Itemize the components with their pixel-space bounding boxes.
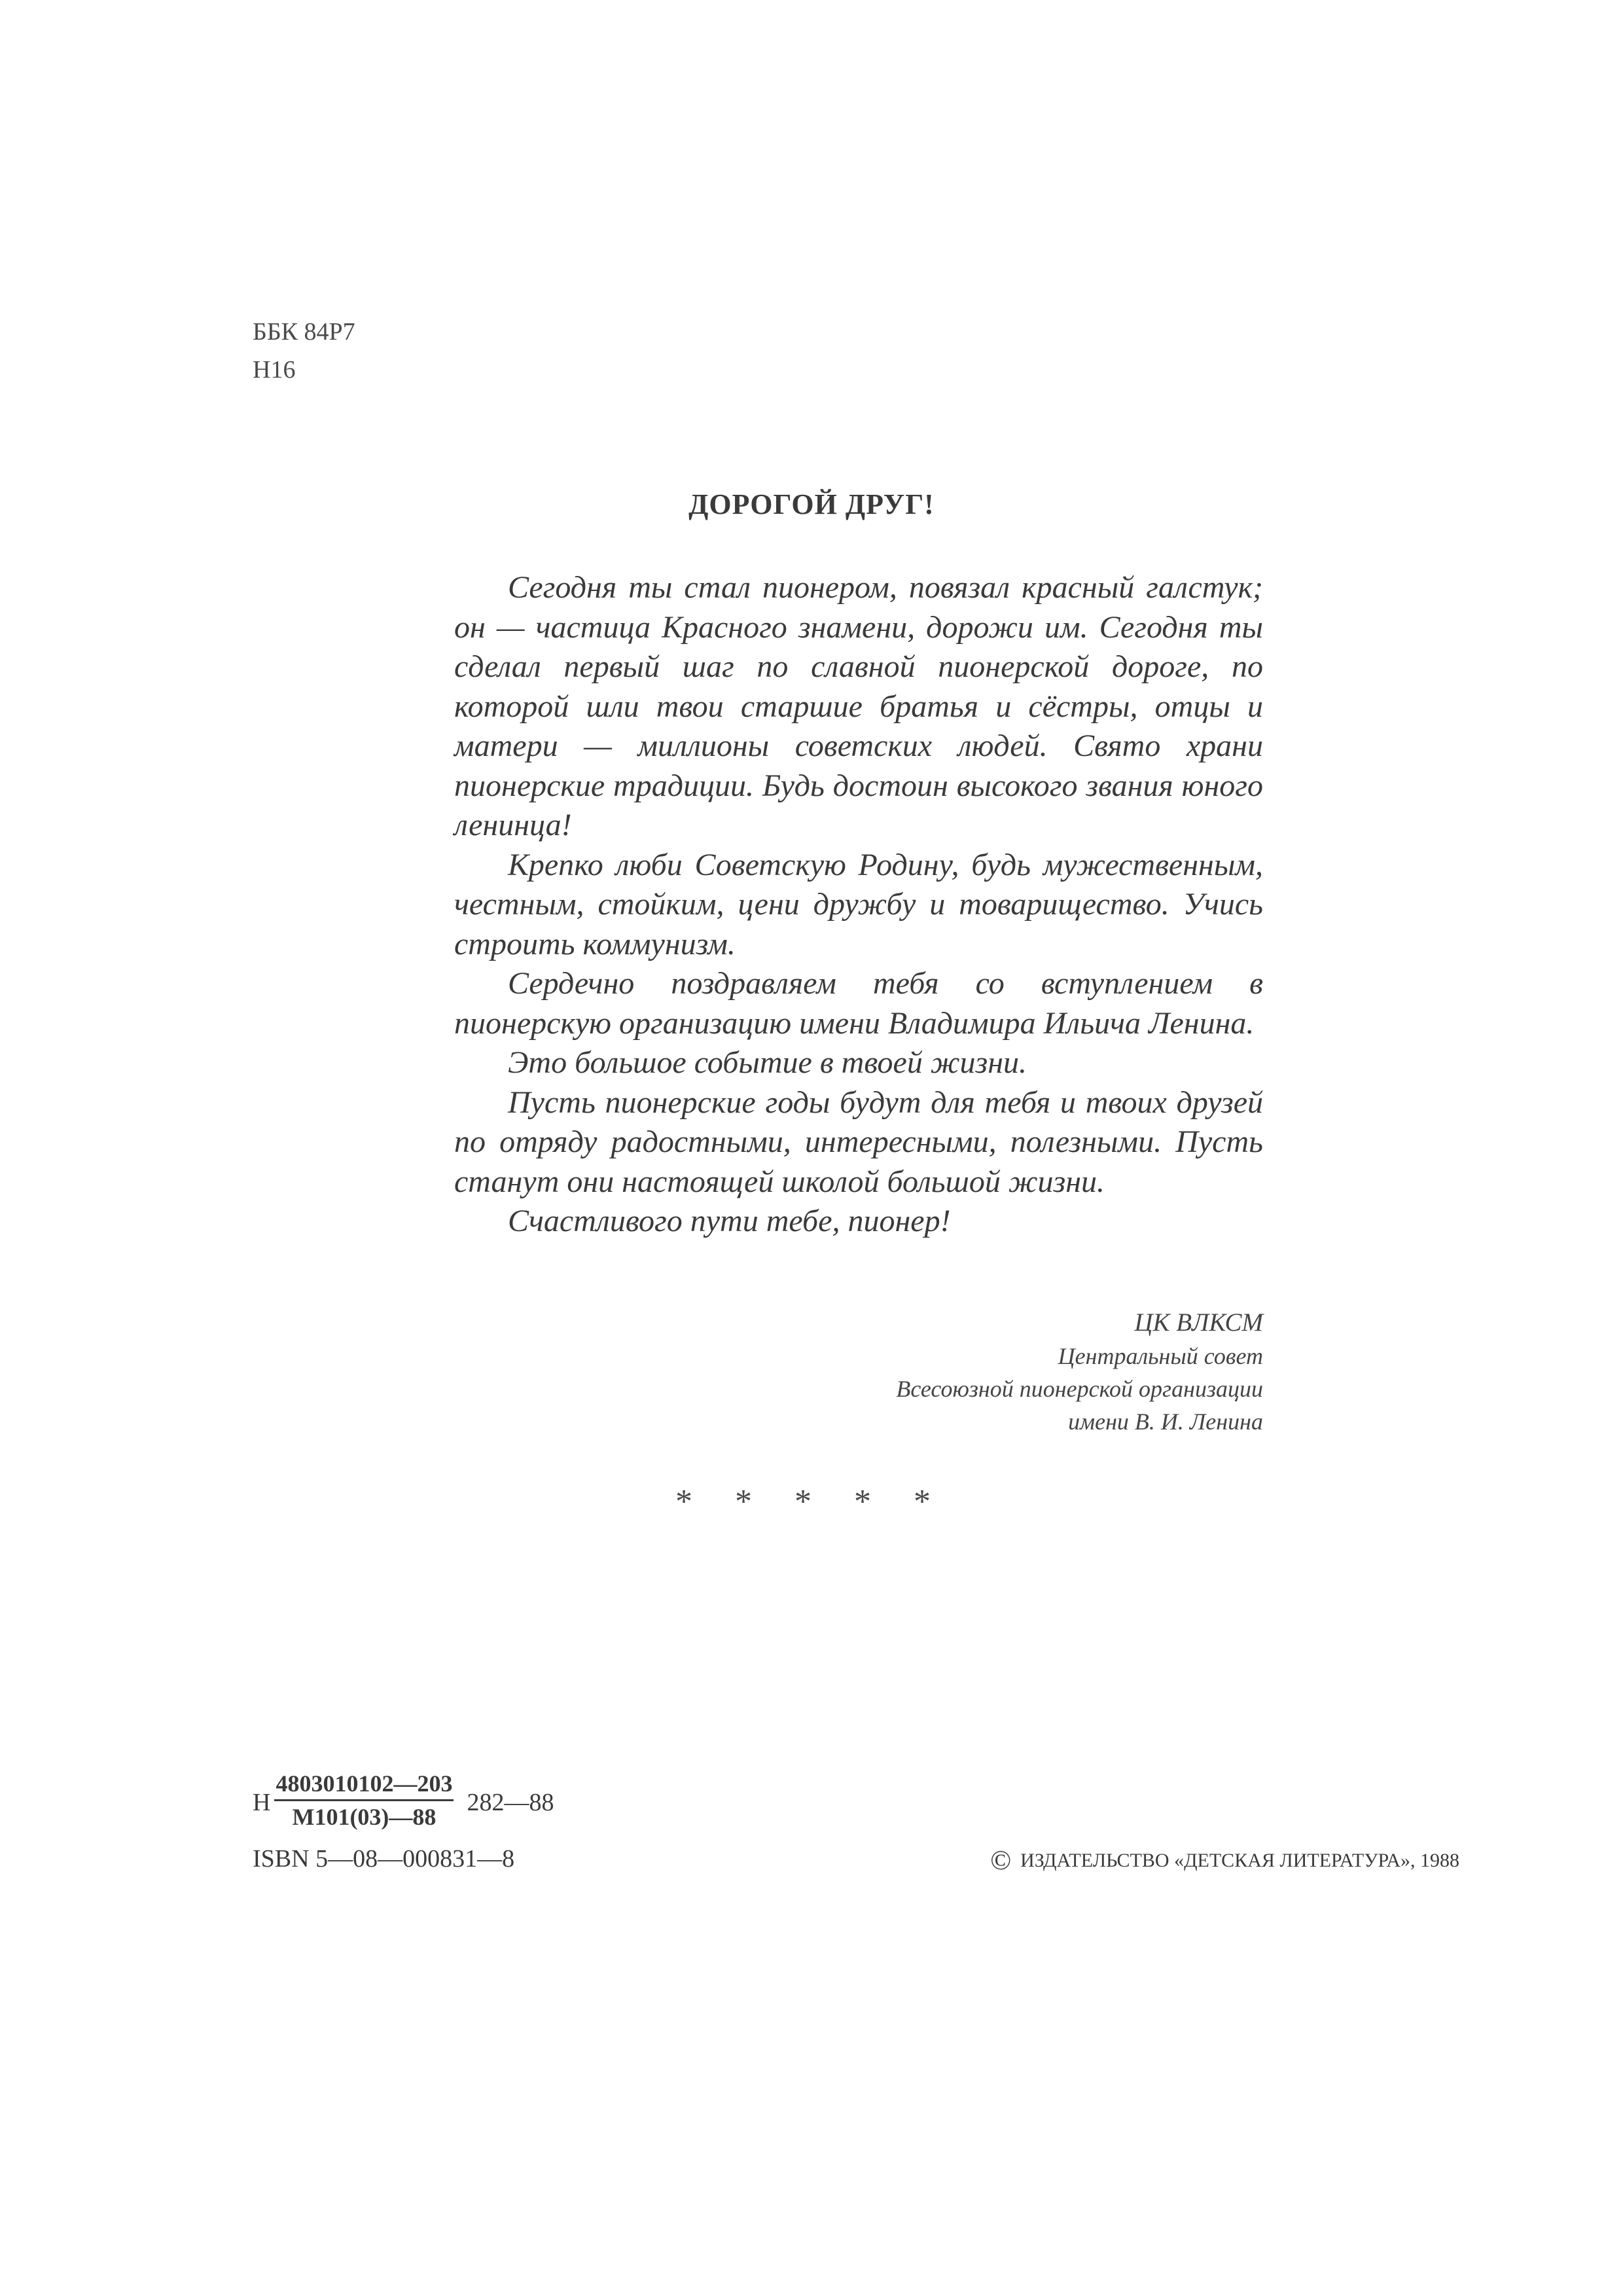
letter-paragraph: Пусть пионерские годы будут для тебя и твоих друзей по отряду радостными, интересными, полезными. Пусть станут они настоящей школой большой жизни. xyxy=(454,1085,1263,1199)
signature-line: Центральный совет xyxy=(1058,1343,1263,1369)
isbn: ISBN 5—08—000831—8 xyxy=(253,1845,515,1873)
letter-body xyxy=(454,568,1263,1242)
letter-paragraph: Крепко люби Советскую Родину, будь мужественным, честным, стойким, цени дружбу и товарищество. Учись строить коммунизм. xyxy=(454,847,1263,961)
publication-code-suffix: 282—88 xyxy=(467,1788,554,1816)
letter-paragraph: Счастливого пути тебе, пионер! xyxy=(508,1204,951,1238)
letter-paragraph: Сердечно поздравляем тебя со вступлением в пионерскую организацию имени Владимира Ильича Ленина. xyxy=(454,966,1263,1041)
letter-paragraph: Сегодня ты стал пионером, повязал красный галстук; он — частица Красного знамени, дорожи им. Сегодня ты сделал первый шаг по славной пионерской дороге, по которой шли твои старшие братья и сёстры, отцы и матери — миллионы советских людей. Свято храни пионерские традиции. Будь достоин высокого звания юного ленинца! xyxy=(454,570,1263,842)
letter-paragraph: Это большое событие в твоей жизни. xyxy=(508,1045,1027,1080)
author-mark: Н16 xyxy=(253,356,296,384)
fraction-numerator: 4803010102—203 xyxy=(274,1769,454,1801)
classification-codes xyxy=(253,313,355,389)
copyright-line xyxy=(990,1847,1459,1874)
publication-code xyxy=(253,1769,554,1831)
signature-line: Всесоюзной пионерской организации xyxy=(896,1376,1263,1402)
signature-block xyxy=(896,1306,1263,1438)
letter-title: ДОРОГОЙ ДРУГ! xyxy=(688,488,935,520)
publication-code-fraction xyxy=(274,1769,454,1831)
bbk-code: ББК 84Р7 xyxy=(253,318,355,346)
publication-code-prefix: Н xyxy=(253,1788,271,1816)
signature-org: ЦК ВЛКСМ xyxy=(1134,1308,1263,1336)
copyright-text: ИЗДАТЕЛЬСТВО «ДЕТСКАЯ ЛИТЕРАТУРА», 1988 xyxy=(1020,1850,1459,1871)
fraction-denominator: М101(03)—88 xyxy=(292,1804,437,1830)
signature-line: имени В. И. Ленина xyxy=(1068,1408,1263,1435)
asterisk-divider: * * * * * xyxy=(675,1483,948,1520)
copyright-icon: © xyxy=(990,1846,1012,1876)
